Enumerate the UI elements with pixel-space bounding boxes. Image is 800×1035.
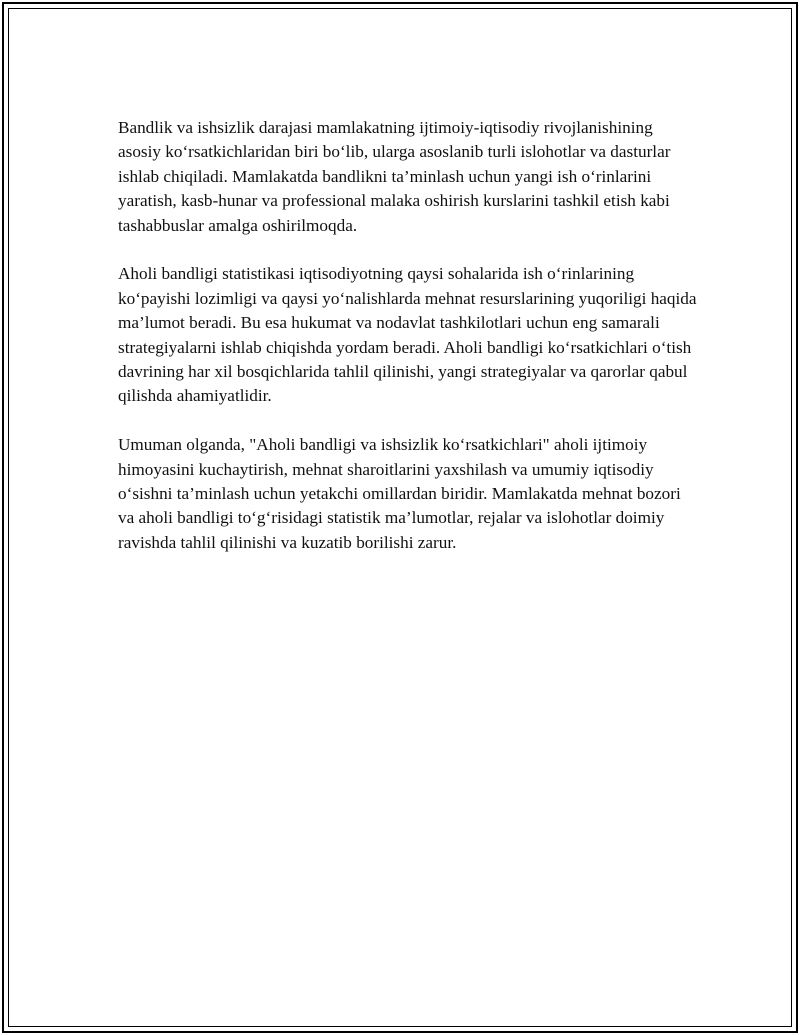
paragraph-3: Umuman olganda, "Aholi bandligi va ishsizlik ko‘rsatkichlari" aholi ijtimoiy himoyasini kuchaytirish, mehnat sharoitlarini yaxshilash va umumiy iqtisodiy o‘sishni ta’minlash uchun yetakchi omillardan biridir. Mamlakatda mehnat bozori va aholi bandligi to‘g‘risidagi statistik ma’lumotlar, rejalar va islohotlar doimiy ravishda tahlil qilinishi va kuzatib borilishi zarur. [118, 435, 681, 552]
paragraph-2: Aholi bandligi statistikasi iqtisodiyotning qaysi sohalarida ish o‘rinlarining ko‘payishi lozimligi va qaysi yo‘nalishlarda mehnat resurslarining yuqoriligi haqida ma’lumot beradi. Bu esa hukumat va nodavlat tashkilotlari uchun eng samarali strategiyalarni ishlab chiqishda yordam beradi. Aholi bandligi ko‘rsatkichlari o‘tish davrining har xil bosqichlarida tahlil qilinishi, yangi strategiyalar va qarorlar qabul qilishda ahamiyatlidir. [118, 264, 697, 406]
paragraph-1: Bandlik va ishsizlik darajasi mamlakatning ijtimoiy-iqtisodiy rivojlanishining asosiy ko‘rsatkichlaridan biri bo‘lib, ularga asoslanib turli islohotlar va dasturlar ishlab chiqiladi. Mamlakatda bandlikni ta’minlash uchun yangi ish o‘rinlarini yaratish, kasb-hunar va professional malaka oshirish kurslarini tashkil etish kabi tashabbuslar amalga oshirilmoqda. [118, 118, 671, 235]
document-body [118, 116, 698, 580]
